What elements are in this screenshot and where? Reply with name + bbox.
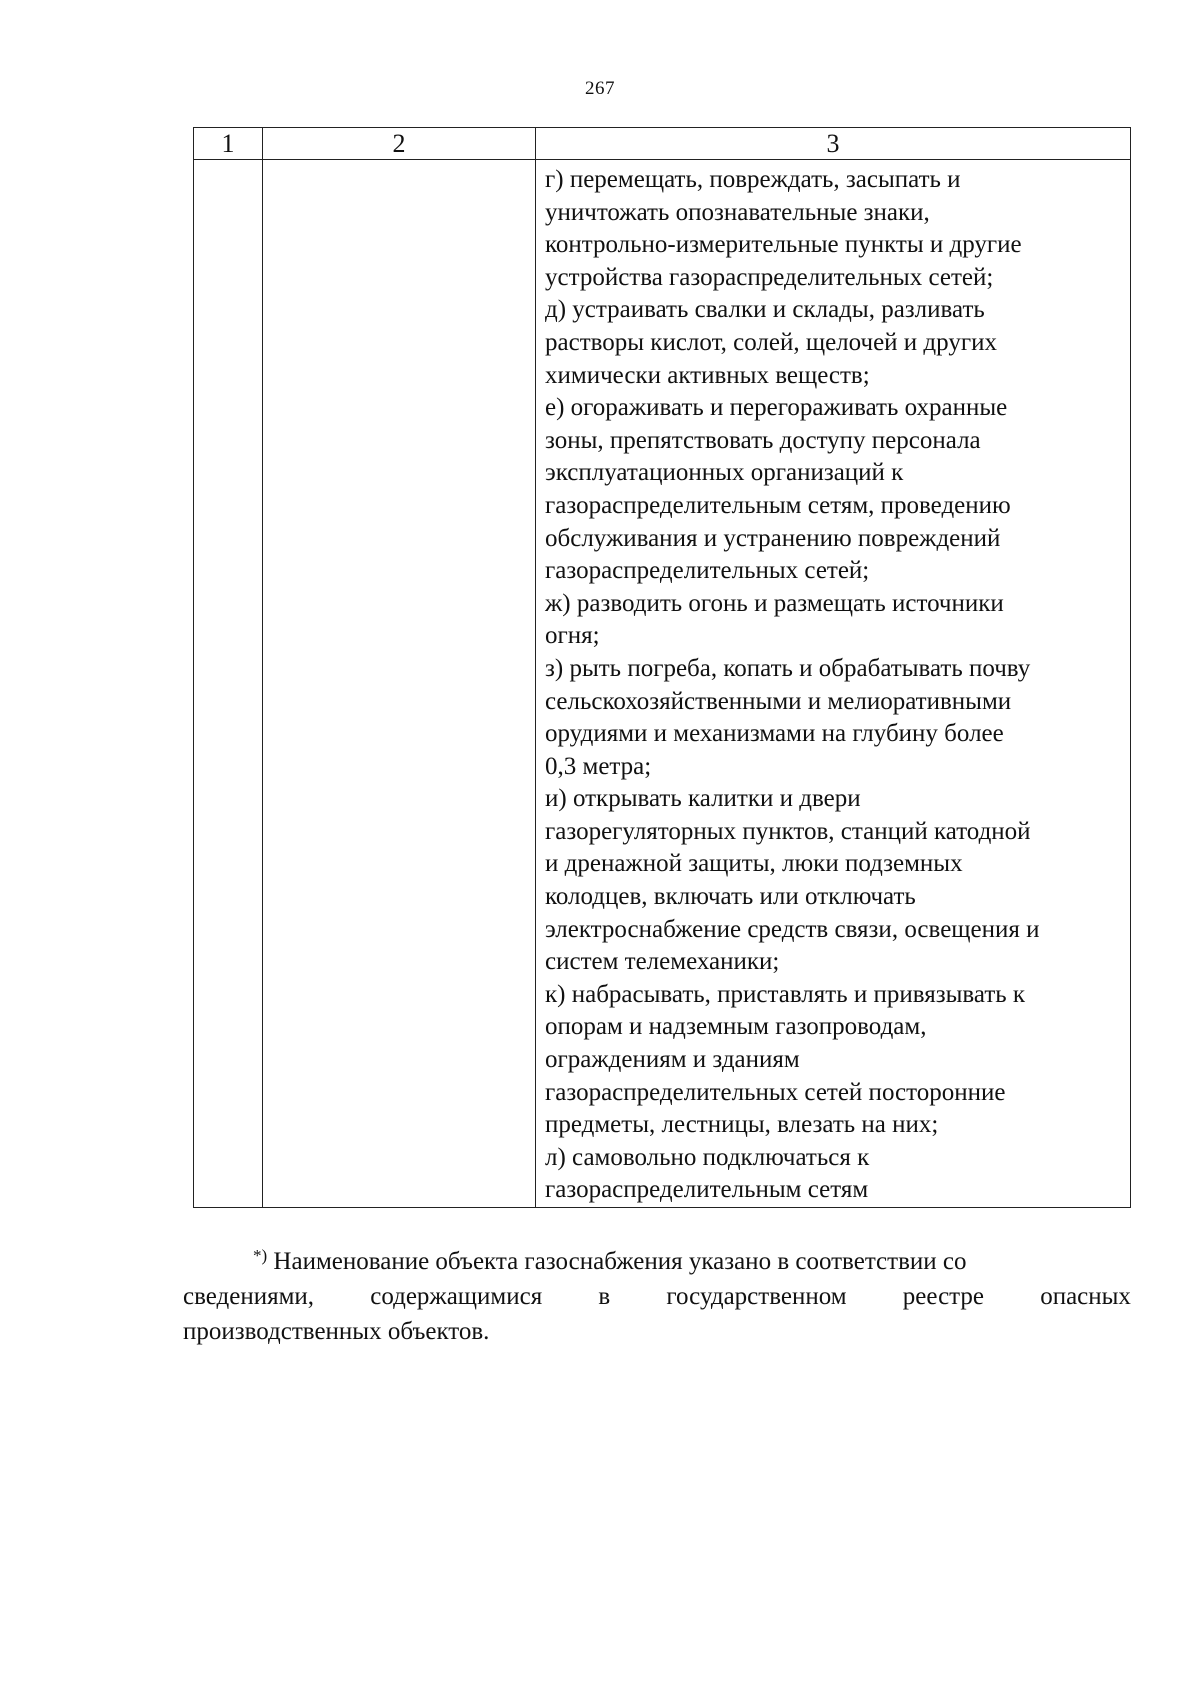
- restriction-line: сельскохозяйственными и мелиоративными: [545, 687, 1012, 715]
- footnote-line-2: [183, 1279, 1131, 1314]
- restriction-line: огня;: [545, 622, 600, 650]
- restriction-line: г) перемещать, повреждать, засыпать и: [545, 166, 961, 193]
- restriction-line: химически активных веществ;: [545, 361, 870, 389]
- column-header-2: 2: [263, 128, 536, 160]
- restriction-line: контрольно-измерительные пункты и другие: [545, 231, 1022, 259]
- table-cell-col2: [263, 160, 536, 1208]
- restriction-line: д) устраивать свалки и склады, разливать: [545, 296, 985, 324]
- table-header-row: [194, 128, 1131, 160]
- table-row: [194, 160, 1131, 1208]
- restriction-line: ограждениям и зданиям: [545, 1046, 800, 1074]
- restriction-line: устройства газораспределительных сетей;: [545, 263, 994, 291]
- restriction-line: уничтожать опознавательные знаки,: [545, 198, 930, 226]
- column-header-3: 3: [536, 128, 1131, 160]
- restriction-line: газораспределительным сетям: [545, 1176, 869, 1204]
- restriction-line: и) открывать калитки и двери: [545, 785, 861, 813]
- restriction-line: л) самовольно подключаться к: [545, 1143, 870, 1171]
- column-header-1: 1: [194, 128, 263, 160]
- restriction-line: газорегуляторных пунктов, станций катодной: [545, 817, 1031, 845]
- restriction-line: опорам и надземным газопроводам,: [545, 1013, 927, 1041]
- restriction-line: колодцев, включать или отключать: [545, 883, 916, 911]
- footnote-word: сведениями,: [183, 1283, 315, 1310]
- restriction-line: орудиями и механизмами на глубину более: [545, 720, 1004, 748]
- footnote-word: опасных: [1040, 1283, 1131, 1310]
- footnote-word: содержащимися: [370, 1283, 543, 1310]
- restriction-line: и дренажной защиты, люки подземных: [545, 850, 963, 878]
- footnote-word: государственном: [666, 1283, 847, 1310]
- footnote-line-1: [183, 1244, 1131, 1279]
- restriction-line: газораспределительным сетям, проведению: [545, 491, 1011, 519]
- restrictions-table: [193, 127, 1131, 1208]
- footnote-word: в: [598, 1283, 611, 1310]
- restriction-line: эксплуатационных организаций к: [545, 459, 904, 487]
- restriction-line: зоны, препятствовать доступу персонала: [545, 426, 981, 454]
- table-cell-col1: [194, 160, 263, 1208]
- restriction-line: растворы кислот, солей, щелочей и других: [545, 328, 997, 356]
- restriction-line: ж) разводить огонь и размещать источники: [545, 589, 1004, 617]
- restriction-line: к) набрасывать, приставлять и привязывать к: [545, 980, 1026, 1008]
- table-cell-col3: [536, 160, 1131, 1208]
- footnote-marker: *): [253, 1246, 268, 1265]
- footnote: [183, 1244, 1131, 1349]
- page-number: 267: [585, 78, 615, 99]
- restriction-line: газораспределительных сетей;: [545, 557, 870, 585]
- restriction-line: систем телемеханики;: [545, 948, 780, 976]
- restriction-line: 0,3 метра;: [545, 752, 652, 780]
- restriction-line: газораспределительных сетей посторонние: [545, 1078, 1006, 1106]
- footnote-line-3: производственных объектов.: [183, 1318, 490, 1345]
- restriction-line: предметы, лестницы, влезать на них;: [545, 1111, 939, 1139]
- restriction-line: обслуживания и устранению повреждений: [545, 524, 1001, 552]
- restrictions-list: [536, 160, 1130, 1207]
- footnote-word: реестре: [902, 1283, 984, 1310]
- restriction-line: электроснабжение средств связи, освещения и: [545, 915, 1040, 943]
- restriction-line: е) огораживать и перегораживать охранные: [545, 394, 1008, 422]
- footnote-text-1: Наименование объекта газоснабжения указано в соответствии со: [273, 1248, 967, 1275]
- restriction-line: з) рыть погреба, копать и обрабатывать почву: [545, 654, 1031, 682]
